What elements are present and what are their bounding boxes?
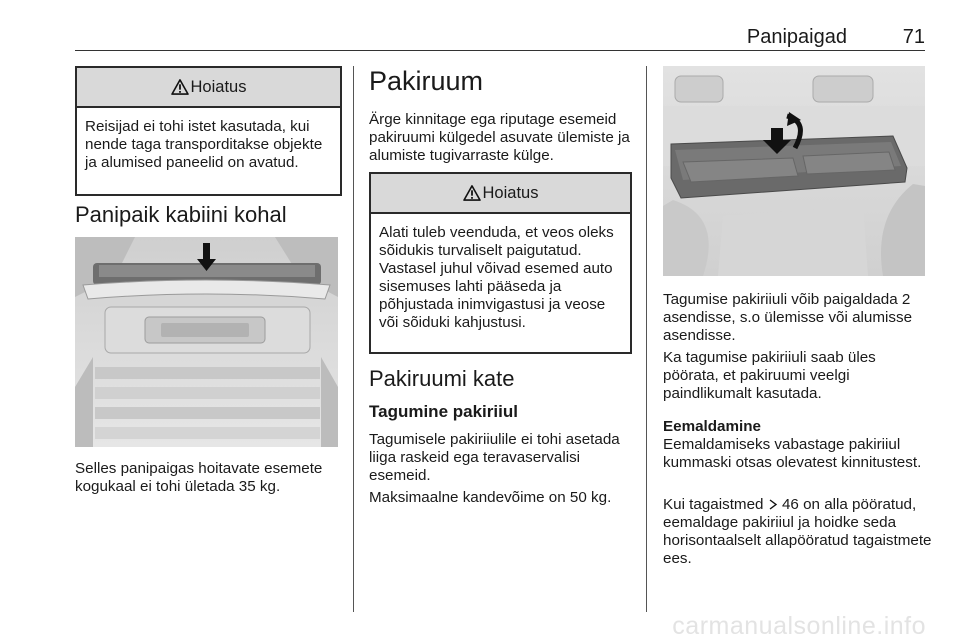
removal-text: Eemaldamiseks vabastage pakiriiul kummaski otsas olevatest kinnitustest. <box>663 436 922 471</box>
warning-header <box>371 174 630 214</box>
seats-text-after: on alla pööratud, eemaldage pakiriiul ja hoidke seda horisontaalselt allapööratud tagaistmete ees. <box>663 496 932 567</box>
rear-shelf-text-2: Maksimaalne kandevõime on 50 kg. <box>369 489 612 506</box>
overhead-storage-photo <box>75 237 338 447</box>
warning-title: Hoiatus <box>482 183 539 202</box>
luggage-intro-text: Ärge kinnitage ega riputage esemeid pakiruumi külgedel asuvate ülemiste ja alumiste tugivarraste külge. <box>369 111 630 164</box>
heading-rear-shelf: Tagumine pakiriiul <box>369 402 518 421</box>
rear-shelf-illustration <box>663 66 925 276</box>
warning-triangle-icon <box>171 79 189 95</box>
overhead-storage-caption: Selles panipaigas hoitavate esemete kogukaal ei tohi ületada 35 kg. <box>75 460 323 495</box>
warning-header <box>77 68 340 108</box>
rear-shelf-positions-text: Tagumise pakiriiuli võib paigaldada 2 asendisse, s.o ülemisse või alumisse asendisse. <box>663 291 913 344</box>
page-number: 71 <box>902 26 925 48</box>
heading-luggage-compartment: Pakiruum <box>369 66 484 96</box>
seats-folded-text <box>663 496 933 568</box>
overhead-storage-illustration <box>75 237 338 447</box>
warning-box-1 <box>75 66 342 196</box>
rear-shelf-fold-text: Ka tagumise pakiriiuli saab üles pöörata, et pakiruumi veelgi paindlikumalt kasutada. <box>663 349 876 402</box>
header-rule <box>75 50 925 51</box>
warning-triangle-icon <box>463 185 481 201</box>
column-divider-2 <box>646 66 647 612</box>
section-title: Panipaigad <box>746 26 847 48</box>
heading-removal: Eemaldamine <box>663 418 761 435</box>
page-header <box>75 24 925 52</box>
heading-luggage-cover: Pakiruumi kate <box>369 366 515 391</box>
warning-text: Alati tuleb veenduda, et veos oleks sõidukis turvaliselt paigutatud. Vastasel juhul võivad esemed auto sisemuses lahti pääseda ja põhjustada inimvigastusi ja veose või sõiduki kahjustusi. <box>379 224 614 331</box>
watermark: carmanualsonline.info <box>672 612 926 640</box>
warning-title: Hoiatus <box>190 77 247 96</box>
warning-text: Reisijad ei tohi istet kasutada, kui nende taga transporditakse objekte ja alumised paneelid on avatud. <box>85 118 323 171</box>
rear-shelf-text-1: Tagumisele pakiriiulile ei tohi asetada liiga raskeid ega teravaservalisi esemeid. <box>369 431 620 484</box>
seats-text-before: Kui tagaistmed <box>663 496 764 513</box>
rear-shelf-photo <box>663 66 925 276</box>
page-reference-link[interactable]: 46 <box>781 496 799 513</box>
heading-overhead-storage: Panipaik kabiini kohal <box>75 202 287 227</box>
warning-box-2 <box>369 172 632 354</box>
page-reference-arrow-icon <box>768 499 778 510</box>
column-divider-1 <box>353 66 354 612</box>
